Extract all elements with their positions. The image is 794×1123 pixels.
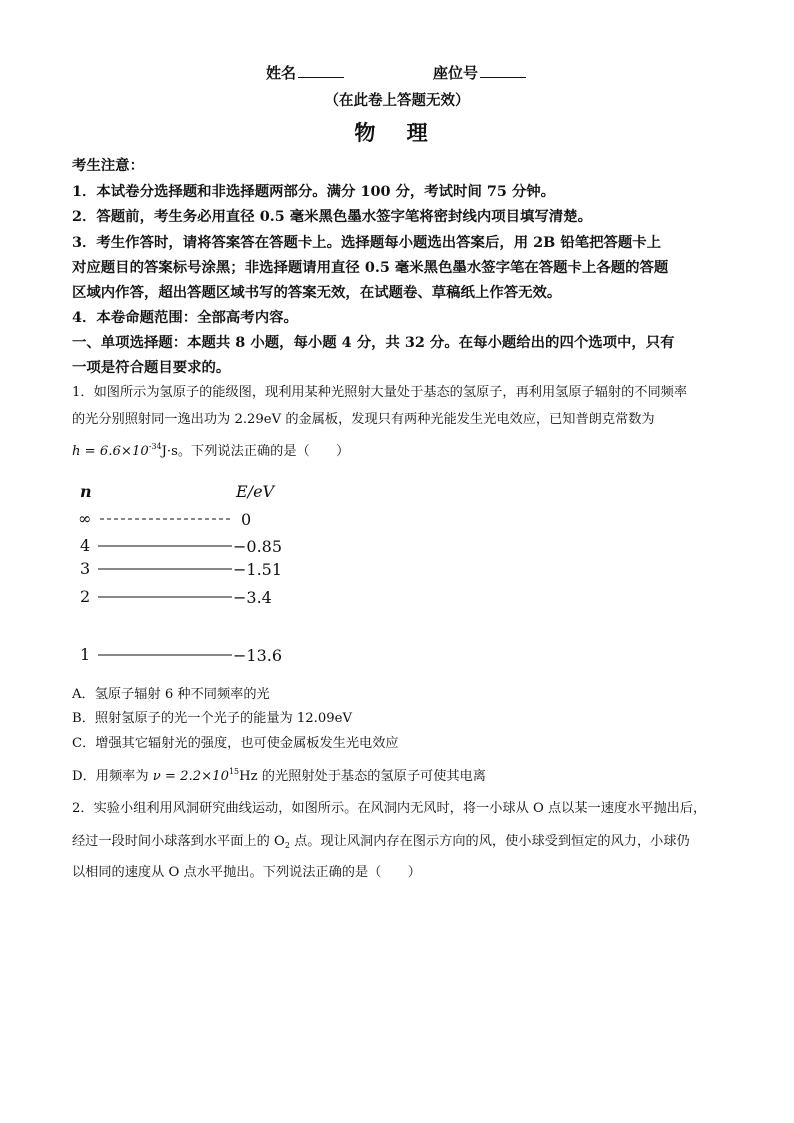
level-energy-label: −0.85 <box>233 537 283 556</box>
q1-option-c[interactable]: C．增强其它辐射光的强度，也可使金属板发生光电效应 <box>72 736 399 751</box>
level-energy-label: −1.51 <box>233 560 283 579</box>
notice-item: 区域内作答，超出答题区域书写的答案无效，在试题卷、草稿纸上作答无效。 <box>72 284 562 301</box>
planck-unit: J·s <box>161 444 178 459</box>
level-energy-label: 0 <box>241 510 252 529</box>
candidate-info <box>0 62 794 86</box>
planck-exp: -34 <box>148 442 162 451</box>
q2-text: 点。现让风洞内存在图示方向的风，使小球受到恒定的风力，小球仍 <box>289 834 690 849</box>
name-blank[interactable] <box>298 63 344 78</box>
frequency-unit: Hz <box>239 769 258 784</box>
frequency-exp: 15 <box>228 767 240 776</box>
notice-item: 对应题目的答案标号涂黑；非选择题请用直径 0.5 毫米黑色墨水签字笔在答题卡上各题的答题 <box>72 259 669 276</box>
seat-blank[interactable] <box>480 63 526 78</box>
section-heading-cont: 一项是符合题目要求的。 <box>72 359 231 376</box>
n-axis-label: n <box>80 482 92 501</box>
planck-eq: h = 6.6×10 <box>72 444 149 459</box>
option-d-prefix: D．用频率为 <box>72 769 153 784</box>
level-n-label: 1 <box>80 645 91 664</box>
option-d-tail: 的光照射处于基态的氢原子可使其电离 <box>257 769 486 784</box>
page-title: 物 理 <box>354 120 440 145</box>
energy-level-diagram <box>70 478 330 678</box>
q2-stem <box>72 830 690 849</box>
invalid-note: （在此卷上答题无效） <box>324 92 470 109</box>
seat-field[interactable]: 座位号 <box>433 62 526 83</box>
notice-item: 2．答题前，考生务必用直径 0.5 毫米黑色墨水签字笔将密封线内项目填写清楚。 <box>72 208 592 225</box>
frequency-eq: ν = 2.2×10 <box>152 769 229 784</box>
level-energy-label: −13.6 <box>233 646 283 665</box>
q1-option-b[interactable]: B．照射氢原子的光一个光子的能量为 12.09eV <box>72 711 352 726</box>
notice-item: 1．本试卷分选择题和非选择题两部分。满分 100 分，考试时间 75 分钟。 <box>72 183 556 200</box>
level-energy-label: −3.4 <box>233 588 272 607</box>
q1-option-a[interactable]: A．氢原子辐射 6 种不同频率的光 <box>72 687 270 702</box>
q1-planck-line <box>72 440 349 459</box>
level-n-label: 2 <box>80 587 91 606</box>
q2-stem: 2．实验小组利用风洞研究曲线运动，如图所示。在风洞内无风时，将一小球从 O 点以某一速度水平抛出后， <box>72 801 707 816</box>
name-field[interactable]: 姓名 <box>266 62 344 83</box>
q1-stem: 1．如图所示为氢原子的能级图，现利用某种光照射大量处于基态的氢原子，再利用氢原子辐射的不同频率 <box>72 385 688 400</box>
level-n-label: 3 <box>80 559 91 578</box>
notice-item: 3．考生作答时，请将答案答在答题卡上。选择题每小题选出答案后，用 2B 铅笔把答题卡上 <box>72 234 662 251</box>
section-heading: 一、单项选择题：本题共 8 小题，每小题 4 分，共 32 分。在每小题给出的四个选项中，只有 <box>72 334 675 351</box>
notice-item: 4．本卷命题范围：全部高考内容。 <box>72 309 298 326</box>
q2-subscript: 2 <box>284 841 290 850</box>
q2-stem: 以相同的速度从 O 点水平抛出。下列说法正确的是（ ） <box>72 865 421 880</box>
q2-text: 经过一段时间小球落到水平面上的 O <box>72 834 285 849</box>
notice-heading: 考生注意： <box>72 157 144 174</box>
level-n-label: ∞ <box>78 509 92 528</box>
energy-level-svg <box>70 478 330 678</box>
level-n-label: 4 <box>80 536 91 555</box>
q1-prompt: 。下列说法正确的是（ ） <box>177 444 350 459</box>
energy-axis-label: E/eV <box>236 482 275 501</box>
q1-stem: 的光分别照射同一逸出功为 2.29eV 的金属板，发现只有两种光能发生光电效应，已知普朗克常数为 <box>72 412 655 427</box>
q1-option-d[interactable] <box>72 765 486 784</box>
